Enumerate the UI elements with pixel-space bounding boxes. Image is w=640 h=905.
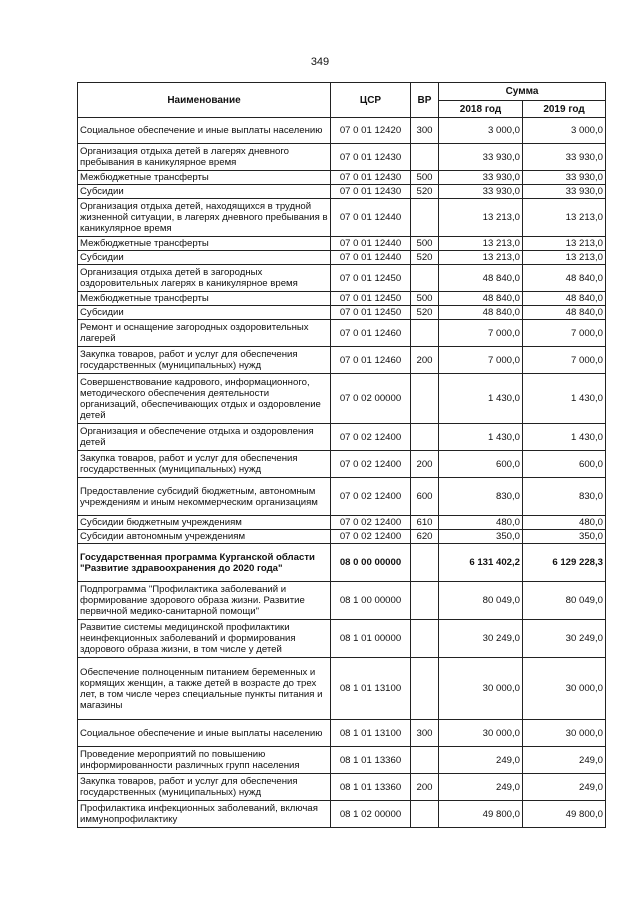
row-vr: 300 [411,118,439,144]
row-amount-2019: 13 213,0 [523,199,606,237]
row-vr: 500 [411,237,439,251]
row-name: Проведение мероприятий по повышению информированности различных групп населения [78,747,331,774]
row-amount-2019: 7 000,0 [523,320,606,347]
row-csr: 07 0 02 00000 [331,374,411,424]
table-row [78,658,606,720]
row-amount-2018: 33 930,0 [439,171,523,185]
row-name: Социальное обеспечение и иные выплаты населению [78,720,331,747]
row-amount-2019: 13 213,0 [523,237,606,251]
row-amount-2018: 830,0 [439,478,523,516]
row-csr: 07 0 02 12400 [331,478,411,516]
table-row [78,237,606,251]
row-csr: 08 1 01 13100 [331,658,411,720]
row-amount-2018: 1 430,0 [439,374,523,424]
table-row [78,199,606,237]
row-csr: 07 0 01 12450 [331,265,411,292]
row-amount-2018: 249,0 [439,774,523,801]
row-amount-2018: 30 249,0 [439,620,523,658]
row-csr: 07 0 01 12450 [331,306,411,320]
row-csr: 07 0 01 12450 [331,292,411,306]
row-amount-2019: 7 000,0 [523,347,606,374]
row-vr [411,747,439,774]
table-row [78,544,606,582]
row-name: Организация отдыха детей, находящихся в трудной жизненной ситуации, в лагерях дневного пребывания в каникулярное время [78,199,331,237]
row-name: Предоставление субсидий бюджетным, автономным учреждениям и иным некоммерческим организациям [78,478,331,516]
table-row [78,801,606,828]
row-amount-2018: 480,0 [439,516,523,530]
table-row [78,347,606,374]
row-amount-2018: 7 000,0 [439,320,523,347]
row-csr: 07 0 01 12460 [331,320,411,347]
table-row [78,516,606,530]
row-amount-2019: 48 840,0 [523,265,606,292]
row-amount-2018: 30 000,0 [439,658,523,720]
table-row [78,747,606,774]
header-year-2019: 2019 год [523,101,606,118]
row-csr: 08 1 01 13360 [331,774,411,801]
table-row [78,620,606,658]
row-amount-2019: 480,0 [523,516,606,530]
row-amount-2018: 48 840,0 [439,265,523,292]
row-amount-2018: 1 430,0 [439,424,523,451]
header-sum: Сумма [439,83,606,101]
row-amount-2019: 13 213,0 [523,251,606,265]
row-name: Ремонт и оснащение загородных оздоровительных лагерей [78,320,331,347]
row-vr [411,374,439,424]
row-vr: 520 [411,306,439,320]
header-name: Наименование [78,83,331,118]
table-row [78,530,606,544]
row-amount-2018: 600,0 [439,451,523,478]
row-vr: 200 [411,451,439,478]
row-amount-2019: 33 930,0 [523,171,606,185]
row-amount-2018: 49 800,0 [439,801,523,828]
row-vr: 610 [411,516,439,530]
row-csr: 08 1 02 00000 [331,801,411,828]
row-amount-2019: 30 000,0 [523,658,606,720]
row-amount-2019: 48 840,0 [523,292,606,306]
row-amount-2019: 80 049,0 [523,582,606,620]
row-name: Обеспечение полноценным питанием беременных и кормящих женщин, а также детей в возрасте до трех лет, в том числе через специальные пункты питания и магазины [78,658,331,720]
row-name: Межбюджетные трансферты [78,171,331,185]
row-name: Субсидии [78,185,331,199]
row-name: Профилактика инфекционных заболеваний, включая иммунопрофилактику [78,801,331,828]
row-vr [411,144,439,171]
row-csr: 07 0 01 12430 [331,171,411,185]
table-row [78,478,606,516]
row-vr: 300 [411,720,439,747]
table-row [78,424,606,451]
row-amount-2019: 33 930,0 [523,144,606,171]
row-vr [411,265,439,292]
row-csr: 08 0 00 00000 [331,544,411,582]
row-vr: 200 [411,347,439,374]
row-vr: 500 [411,292,439,306]
row-amount-2019: 33 930,0 [523,185,606,199]
row-name: Организация отдыха детей в загородных оздоровительных лагерях в каникулярное время [78,265,331,292]
row-vr [411,199,439,237]
row-name: Субсидии [78,306,331,320]
row-csr: 07 0 01 12430 [331,185,411,199]
table-header [78,83,606,118]
row-amount-2018: 13 213,0 [439,251,523,265]
row-csr: 07 0 02 12400 [331,530,411,544]
row-name: Подпрограмма "Профилактика заболеваний и формирование здорового образа жизни. Развитие первичной медико-санитарной помощи" [78,582,331,620]
row-amount-2019: 3 000,0 [523,118,606,144]
row-csr: 08 1 01 13100 [331,720,411,747]
table-row [78,185,606,199]
row-name: Организация и обеспечение отдыха и оздоровления детей [78,424,331,451]
row-csr: 08 1 01 00000 [331,620,411,658]
row-vr: 500 [411,171,439,185]
row-amount-2018: 13 213,0 [439,237,523,251]
table-row [78,582,606,620]
row-amount-2019: 30 249,0 [523,620,606,658]
row-name: Межбюджетные трансферты [78,237,331,251]
row-amount-2018: 3 000,0 [439,118,523,144]
row-name: Государственная программа Курганской области "Развитие здравоохранения до 2020 года" [78,544,331,582]
row-amount-2018: 6 131 402,2 [439,544,523,582]
row-amount-2019: 30 000,0 [523,720,606,747]
table-row [78,251,606,265]
row-vr [411,320,439,347]
budget-table [77,82,606,828]
table-row [78,306,606,320]
row-amount-2019: 249,0 [523,774,606,801]
row-csr: 07 0 01 12440 [331,251,411,265]
row-amount-2019: 830,0 [523,478,606,516]
row-amount-2018: 33 930,0 [439,185,523,199]
page-number: 349 [310,56,330,68]
row-amount-2019: 49 800,0 [523,801,606,828]
table-row [78,265,606,292]
row-vr: 520 [411,185,439,199]
row-vr: 200 [411,774,439,801]
row-vr: 600 [411,478,439,516]
row-vr [411,582,439,620]
row-csr: 07 0 01 12430 [331,144,411,171]
row-name: Закупка товаров, работ и услуг для обеспечения государственных (муниципальных) нужд [78,774,331,801]
table-row [78,374,606,424]
row-name: Закупка товаров, работ и услуг для обеспечения государственных (муниципальных) нужд [78,451,331,478]
row-amount-2019: 6 129 228,3 [523,544,606,582]
row-name: Субсидии [78,251,331,265]
row-name: Субсидии бюджетным учреждениям [78,516,331,530]
row-name: Совершенствование кадрового, информационного, методического обеспечения деятельности организаций, обеспечивающих отдых и оздоровление детей [78,374,331,424]
header-csr: ЦСР [331,83,411,118]
row-vr [411,801,439,828]
row-amount-2018: 7 000,0 [439,347,523,374]
row-vr [411,658,439,720]
header-vr: ВР [411,83,439,118]
row-amount-2019: 350,0 [523,530,606,544]
row-amount-2018: 48 840,0 [439,306,523,320]
table-body [78,118,606,828]
row-amount-2019: 1 430,0 [523,424,606,451]
header-year-2018: 2018 год [439,101,523,118]
row-csr: 07 0 01 12460 [331,347,411,374]
table-row [78,320,606,347]
row-vr: 520 [411,251,439,265]
row-vr: 620 [411,530,439,544]
row-name: Социальное обеспечение и иные выплаты населению [78,118,331,144]
row-vr [411,544,439,582]
table-row [78,171,606,185]
row-amount-2018: 13 213,0 [439,199,523,237]
table-row [78,720,606,747]
row-amount-2018: 249,0 [439,747,523,774]
row-csr: 07 0 02 12400 [331,424,411,451]
row-amount-2019: 600,0 [523,451,606,478]
row-vr [411,424,439,451]
table-row [78,451,606,478]
row-csr: 08 1 01 13360 [331,747,411,774]
row-amount-2018: 80 049,0 [439,582,523,620]
row-amount-2019: 1 430,0 [523,374,606,424]
table-row [78,144,606,171]
row-csr: 07 0 01 12440 [331,237,411,251]
row-amount-2019: 48 840,0 [523,306,606,320]
row-name: Закупка товаров, работ и услуг для обеспечения государственных (муниципальных) нужд [78,347,331,374]
row-csr: 07 0 02 12400 [331,516,411,530]
row-csr: 07 0 01 12440 [331,199,411,237]
row-csr: 07 0 01 12420 [331,118,411,144]
table-row [78,118,606,144]
row-amount-2018: 30 000,0 [439,720,523,747]
row-name: Развитие системы медицинской профилактики неинфекционных заболеваний и формирования здорового образа жизни, в том числе у детей [78,620,331,658]
row-name: Субсидии автономным учреждениям [78,530,331,544]
row-amount-2018: 350,0 [439,530,523,544]
row-name: Межбюджетные трансферты [78,292,331,306]
row-csr: 07 0 02 12400 [331,451,411,478]
table-row [78,292,606,306]
row-amount-2018: 33 930,0 [439,144,523,171]
row-name: Организация отдыха детей в лагерях дневного пребывания в каникулярное время [78,144,331,171]
row-amount-2018: 48 840,0 [439,292,523,306]
row-amount-2019: 249,0 [523,747,606,774]
table-row [78,774,606,801]
row-vr [411,620,439,658]
row-csr: 08 1 00 00000 [331,582,411,620]
